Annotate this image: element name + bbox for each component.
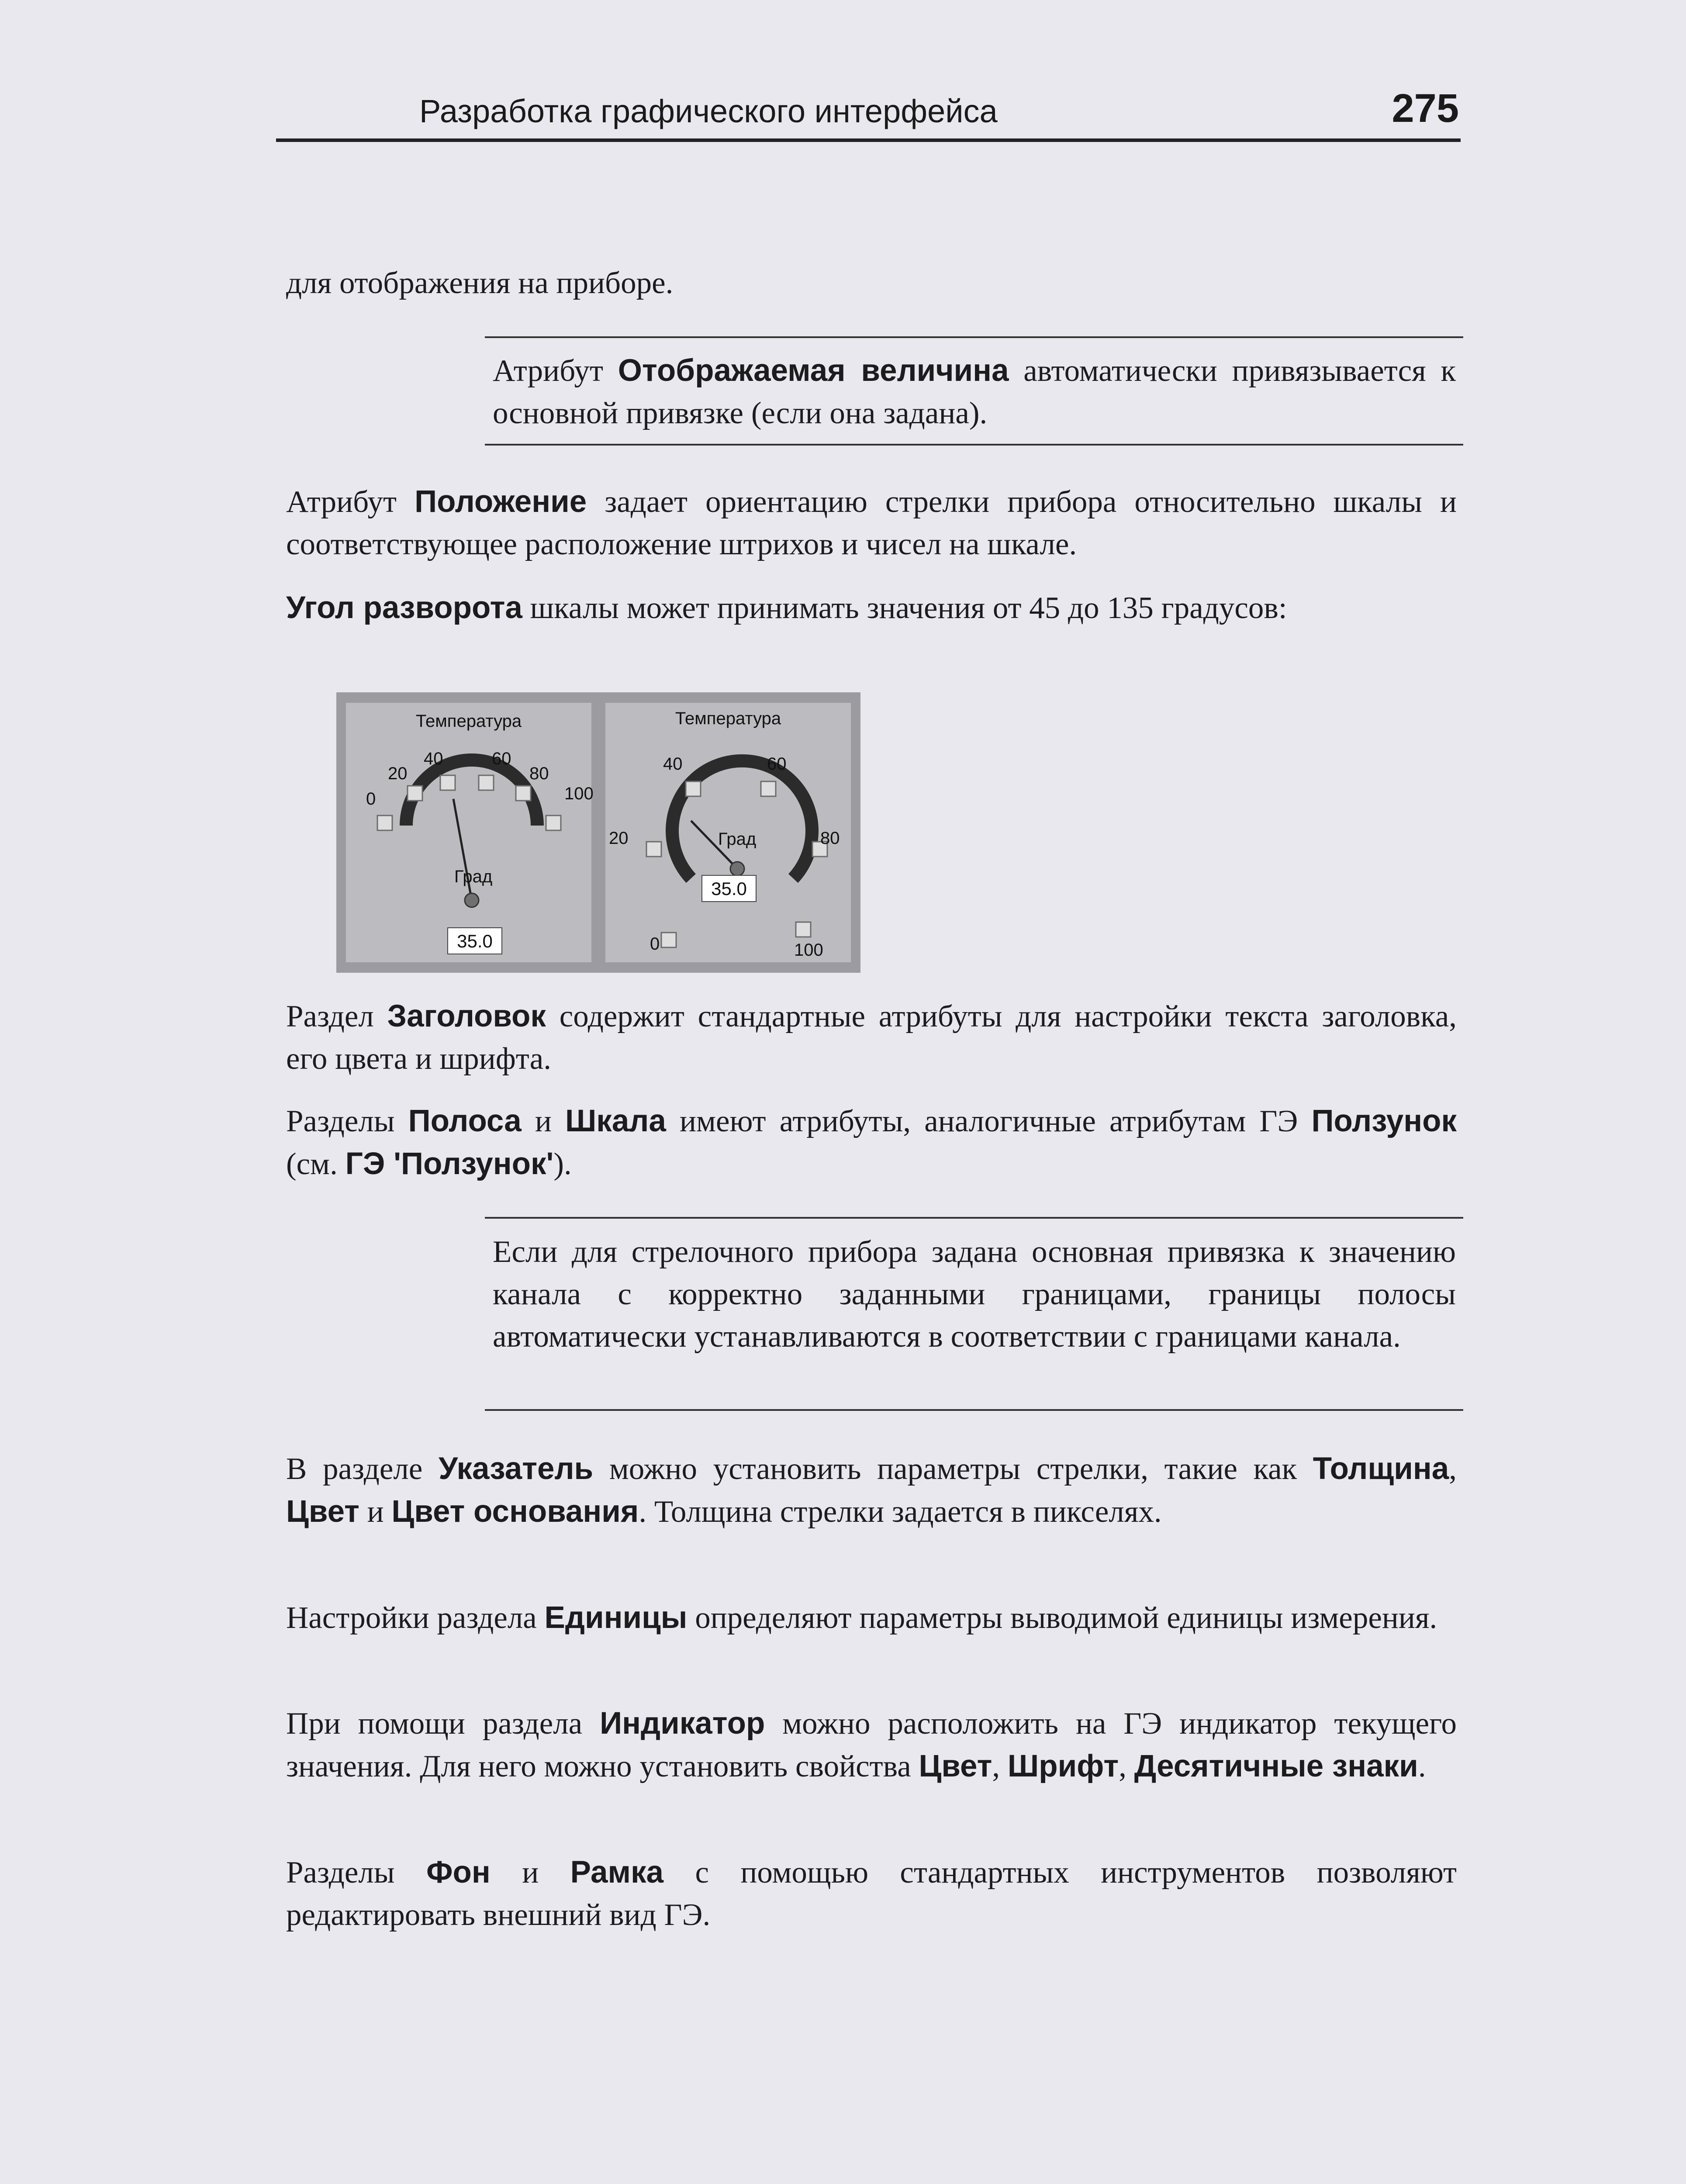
paragraph-pointer: В разделе Указатель можно установить параметры стрелки, такие как Толщина, Цвет и Цвет основания. Толщина стрелки задается в пикселях. bbox=[286, 1451, 1457, 1529]
gauge-band bbox=[672, 761, 812, 878]
gauge-tick-label: 60 bbox=[492, 749, 511, 768]
gauge-tick-mark bbox=[440, 775, 455, 790]
gauge-tick-mark bbox=[661, 933, 676, 947]
gauge-tick-label: 40 bbox=[663, 754, 683, 774]
gauge-value-indicator: 35.0 bbox=[447, 927, 502, 954]
gauge-tick-mark bbox=[408, 786, 422, 801]
gauge-narrow-sweep bbox=[605, 703, 851, 962]
gauge-value-indicator: 35.0 bbox=[701, 875, 757, 902]
gauge-tick-label: 40 bbox=[424, 749, 443, 768]
gauge-tick-label: 20 bbox=[609, 829, 629, 848]
gauge-needle-base bbox=[730, 862, 744, 876]
paragraph-sweep-angle: Угол разворота шкалы может принимать значения от 45 до 135 градусов: bbox=[286, 591, 1287, 625]
gauge-unit-label: Град bbox=[718, 829, 757, 849]
gauge-tick-mark bbox=[686, 781, 701, 796]
paragraph-continuation: для отображения на приборе. bbox=[286, 266, 674, 300]
gauge-tick-label: 80 bbox=[820, 829, 840, 848]
gauge-wide-sweep-graphic bbox=[346, 703, 591, 962]
gauge-tick-mark bbox=[796, 922, 811, 937]
gauge-title: Температура bbox=[675, 709, 781, 728]
note-channel-binding: Если для стрелочного прибора задана основная привязка к значению канала с корректно заданными границами, границы полосы автоматически устанавливаются в соответствии с границами канала. bbox=[493, 1235, 1456, 1354]
paragraph-position: Атрибут Положение задает ориентацию стрелки прибора относительно шкалы и соответствующее расположение штрихов и чисел на шкале. bbox=[286, 484, 1457, 561]
gauge-tick-label: 20 bbox=[388, 764, 408, 783]
gauge-tick-label: 60 bbox=[767, 754, 787, 774]
note-rule-bottom bbox=[485, 444, 1463, 446]
gauge-tick-label: 100 bbox=[564, 784, 594, 803]
gauge-tick-mark bbox=[377, 816, 392, 830]
gauge-tick-label: 80 bbox=[529, 764, 549, 783]
note-rule-top bbox=[485, 1217, 1463, 1219]
gauges-figure bbox=[336, 692, 860, 973]
paragraph-title-section: Раздел Заголовок содержит стандартные атрибуты для настройки текста заголовка, его цвета и шрифта. bbox=[286, 999, 1457, 1076]
gauge-tick-mark bbox=[761, 781, 776, 796]
paragraph-band-scale: Разделы Полоса и Шкала имеют атрибуты, аналогичные атрибутам ГЭ Ползунок (см. ГЭ 'Ползунок'). bbox=[286, 1104, 1457, 1181]
gauge-tick-label: 0 bbox=[650, 934, 660, 954]
gauge-tick-mark bbox=[479, 775, 494, 790]
page-number: 275 bbox=[1392, 86, 1459, 131]
gauge-tick-label: 0 bbox=[366, 789, 376, 809]
note-display-value: Атрибут Отображаемая величина автоматически привязывается к основной привязке (если она задана). bbox=[493, 353, 1456, 430]
gauge-needle-base bbox=[465, 893, 479, 907]
header-rule bbox=[276, 138, 1461, 142]
paragraph-indicator: При помощи раздела Индикатор можно расположить на ГЭ индикатор текущего значения. Для него можно установить свойства Цвет, Шрифт, Десятичные знаки. bbox=[286, 1706, 1457, 1783]
note-rule-top bbox=[485, 336, 1463, 338]
gauge-unit-label: Град bbox=[454, 867, 493, 886]
note-rule-bottom bbox=[485, 1409, 1463, 1411]
gauge-wide-sweep bbox=[346, 703, 594, 962]
running-header-title: Разработка графического интерфейса bbox=[419, 93, 998, 129]
gauge-tick-mark bbox=[546, 816, 561, 830]
gauge-tick-label: 100 bbox=[794, 940, 823, 960]
gauge-tick-mark bbox=[516, 786, 531, 801]
paragraph-background-frame: Разделы Фон и Рамка с помощью стандартных инструментов позволяют редактировать внешний вид ГЭ. bbox=[286, 1855, 1457, 1932]
gauge-tick-mark bbox=[646, 842, 661, 857]
paragraph-units: Настройки раздела Единицы определяют параметры выводимой единицы измерения. bbox=[286, 1600, 1437, 1635]
gauge-title: Температура bbox=[415, 712, 522, 731]
